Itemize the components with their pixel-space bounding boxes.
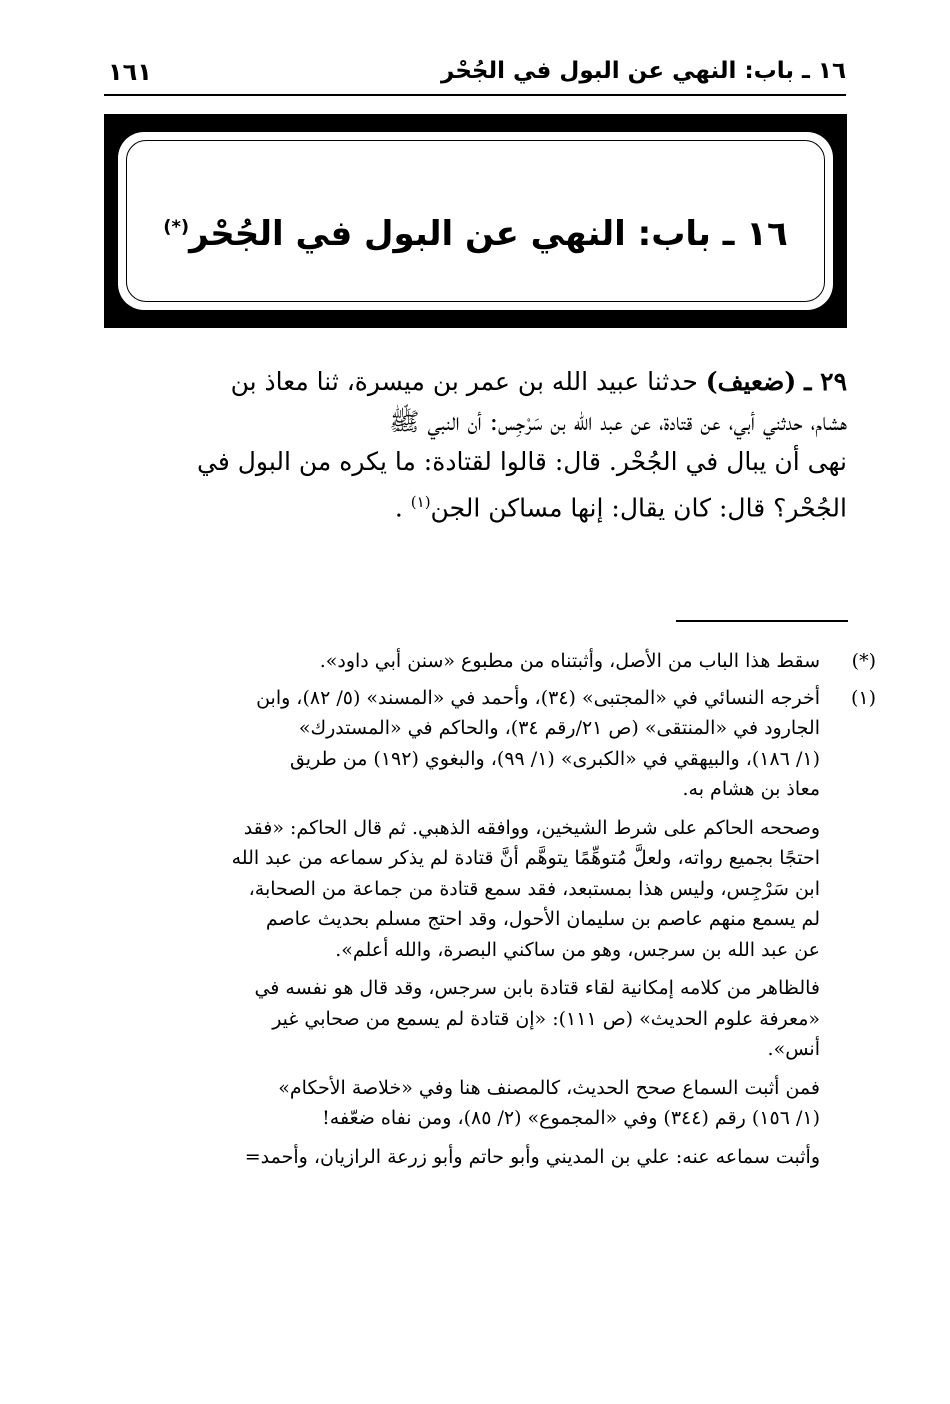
footnote-line: فالظاهر من كلامه إمكانية لقاء قتادة بابن سرجس، وقد قال هو نفسه في	[254, 977, 820, 999]
chapter-title-text: ١٦ ـ باب: النهي عن البول في الجُحْر	[189, 214, 788, 254]
hadith-grade: (ضعيف)	[705, 367, 797, 396]
footnote-line: أنس».	[767, 1038, 820, 1060]
footnote	[104, 683, 876, 1173]
footnote-line: «معرفة علوم الحديث» (ص ١١١): «إن قتادة لم يسمع من صحابي غير	[272, 1007, 820, 1030]
footnotes	[104, 646, 876, 1172]
footnote-line: لم يسمع منهم عاصم بن سليمان الأحول، وقد احتج مسلم بحديث عاصم	[265, 908, 820, 930]
footnote-reference: (١)	[410, 493, 431, 511]
footnote-line: عن عبد الله بن سرجس، وهو من ساكني البصرة، والله أعلم».	[335, 938, 820, 961]
footnote-line: وصححه الحاكم على شرط الشيخين، ووافقه الذهبي. ثم قال الحاكم: «فقد	[243, 816, 820, 839]
footnote-line: سقط هذا الباب من الأصل، وأثبتناه من مطبوع «سنن أبي داود».	[319, 650, 820, 672]
chapter-title	[118, 214, 833, 254]
chapter-title-frame	[118, 132, 833, 310]
footnote-line: ابن سَرْجِس، وليس هذا بمستبعد، فقد سمع قتادة من جماعة من الصحابة،	[248, 877, 820, 900]
footnote-mark: (١)	[850, 686, 876, 709]
footnote-line: وأثبت سماعه عنه: علي بن المديني وأبو حاتم وأبو زرعة الرازيان، وأحمد=	[244, 1145, 820, 1168]
footnote-paragraph	[104, 813, 820, 966]
header-rule	[104, 94, 846, 96]
running-header	[104, 58, 846, 98]
footnote-separator	[676, 620, 848, 622]
chapter-title-box	[104, 114, 847, 328]
footnote-paragraph	[104, 1073, 820, 1134]
running-title: ١٦ ـ باب: النهي عن البول في الجُحْر	[441, 58, 846, 84]
footnote-line: (١/ ١٥٦) رقم (٣٤٤) وفي «المجموع» (٢/ ٨٥)، ومن نفاه ضعّفه!	[322, 1107, 820, 1129]
footnote-line: فمن أثبت السماع صحح الحديث، كالمصنف هنا وفي «خلاصة الأحكام»	[278, 1076, 820, 1099]
page-number: ١٦١	[108, 58, 152, 86]
hadith-line: نهى أن يبال في الجُحْر. قال: قالوا لقتادة: ما يكره من البول في	[197, 447, 847, 476]
footnote-line: الجارود في «المنتقى» (ص ٢١/رقم ٣٤)، والحاكم في «المستدرك»	[298, 717, 820, 739]
footnote-paragraph	[104, 973, 820, 1065]
hadith-line: الجُحْر؟ قال: كان يقال: إنها مساكن الجن$^{(١)}$ .	[394, 493, 847, 523]
footnote-paragraph	[104, 1142, 820, 1173]
footnote-line: أخرجه النسائي في «المجتبى» (٣٤)، وأحمد في «المسند» (٥/ ٨٢)، وابن	[256, 686, 820, 709]
footnote-mark: (*)	[851, 650, 876, 672]
hadith-line: ٢٩ ـ (ضعيف) حدثنا عبيد الله بن عمر بن ميسرة، ثنا معاذ بن	[230, 367, 847, 396]
chapter-note-mark: (*)	[163, 216, 190, 238]
footnote-line: معاذ بن هشام به.	[682, 778, 820, 800]
hadith-line: هشام، حدثني أبي، عن قتادة، عن عبد الله بن سَرْجِس: أن النبي ﷺ	[389, 407, 847, 436]
footnote-line: احتجًا بجميع رواته، ولعلَّ مُتوهِّمًا يتوهَّم أنَّ قتادة لم يذكر سماعه من عبد الله	[231, 847, 820, 869]
footnote-line: (١/ ١٨٦)، والبيهقي في «الكبرى» (١/ ٩٩)، والبغوي (١٩٢) من طريق	[289, 747, 820, 770]
footnote	[104, 646, 876, 677]
hadith-number: ٢٩ ـ	[804, 367, 847, 396]
hadith-text	[104, 362, 847, 528]
